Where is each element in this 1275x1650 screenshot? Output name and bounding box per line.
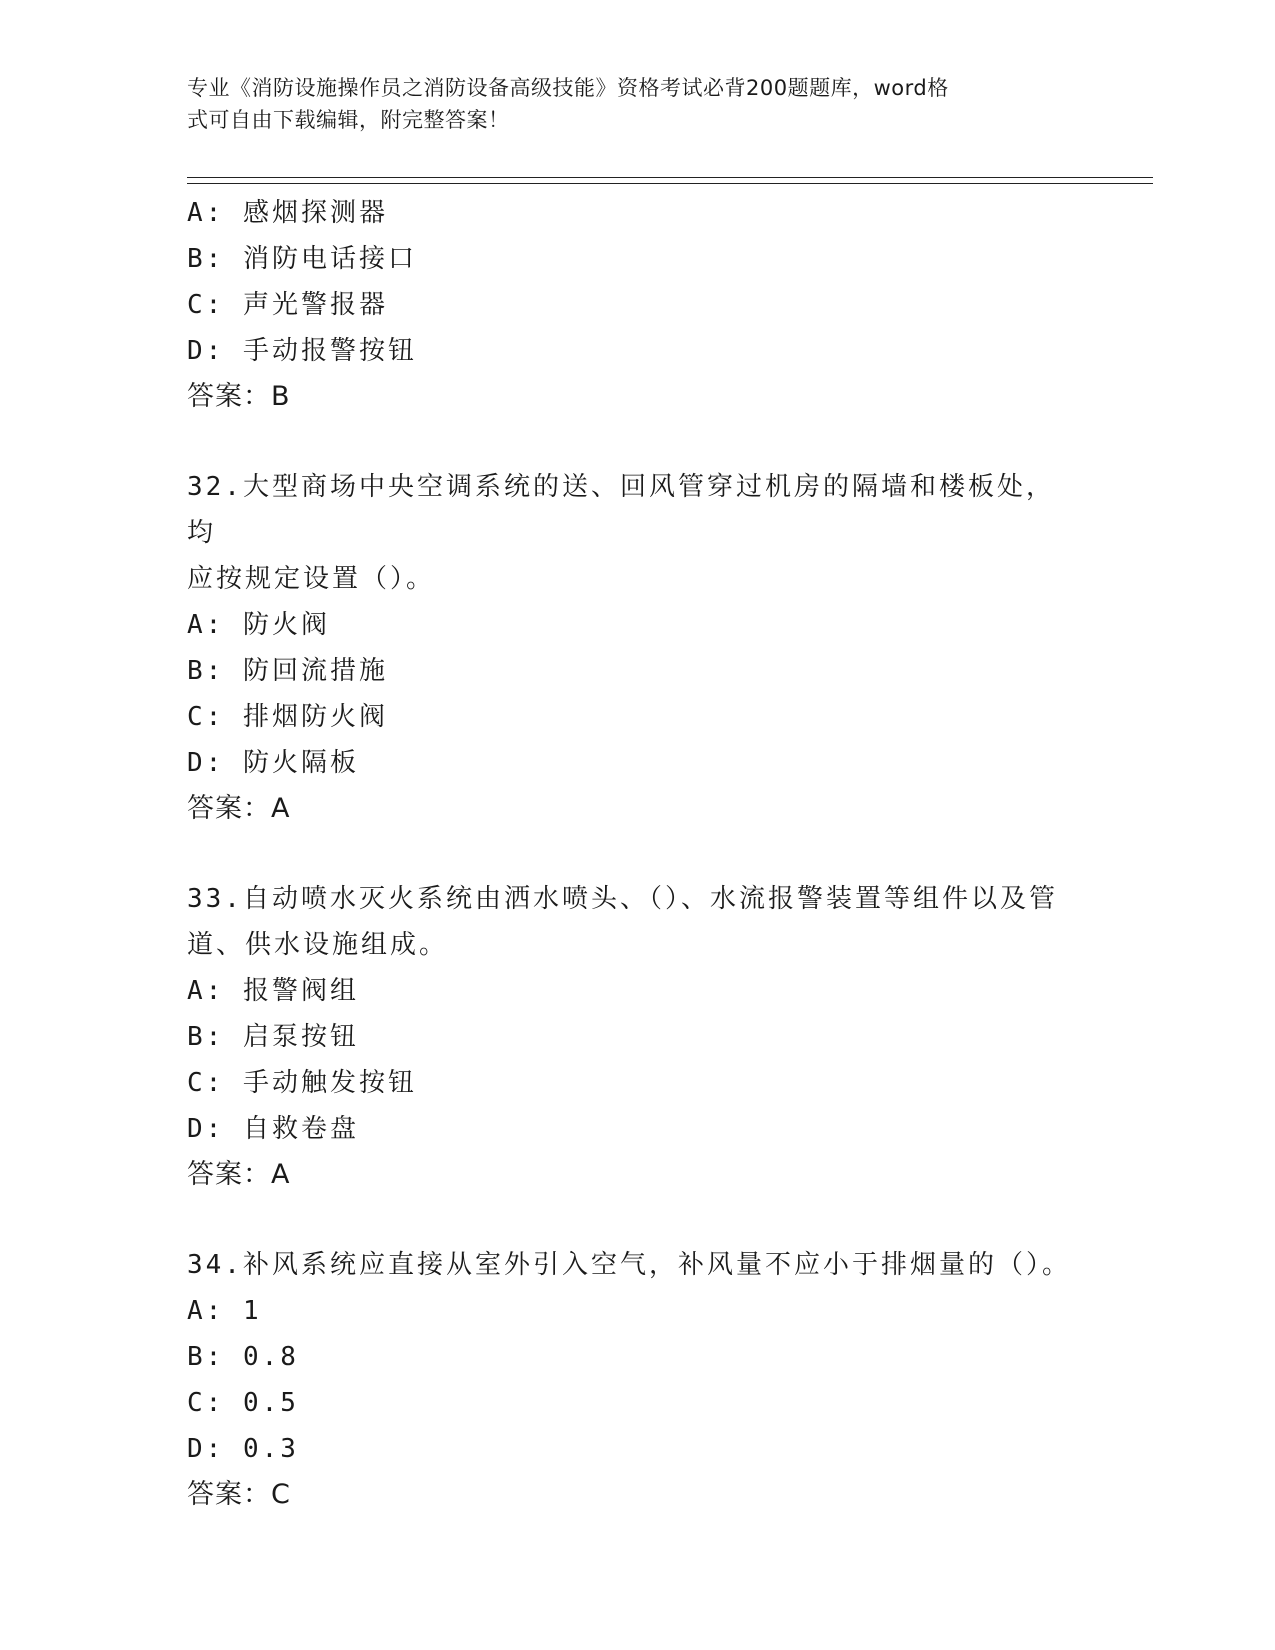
header-intro-line1: 专业《消防设施操作员之消防设备高级技能》资格考试必背200题题库，word格 — [187, 76, 949, 100]
question-text-line1: 33.自动喷水灭火系统由洒水喷头、（）、水流报警装置等组件以及管 — [187, 884, 1058, 914]
option-a: A: 1 — [187, 1296, 262, 1326]
option-c: C: 声光警报器 — [187, 290, 388, 320]
question-list — [187, 190, 1087, 1518]
question-33 — [187, 876, 1087, 1198]
option-b: B: 消防电话接口 — [187, 244, 417, 274]
answer-line: 答案：A — [187, 1159, 291, 1190]
answer-line: 答案：A — [187, 793, 291, 824]
option-b: B: 防回流措施 — [187, 656, 388, 686]
option-d: D: 自救卷盘 — [187, 1114, 359, 1144]
question-text — [187, 464, 1077, 602]
answer-line: 答案：C — [187, 1479, 291, 1510]
question-text-line2: 道、供水设施组成。 — [187, 930, 449, 960]
option-d: D: 防火隔板 — [187, 748, 359, 778]
question-32 — [187, 464, 1087, 832]
question-text-line1: 34.补风系统应直接从室外引入空气，补风量不应小于排烟量的（）。 — [187, 1250, 1071, 1280]
question-31-continued — [187, 190, 1087, 420]
header-divider-top — [187, 177, 1153, 178]
document-header — [187, 72, 1067, 136]
question-34 — [187, 1242, 1087, 1518]
option-c: C: 排烟防火阀 — [187, 702, 388, 732]
question-text-line1: 32.大型商场中央空调系统的送、回风管穿过机房的隔墙和楼板处，均 — [187, 472, 1055, 548]
header-intro-line2: 式可自由下载编辑，附完整答案！ — [187, 108, 510, 132]
option-a: A: 感烟探测器 — [187, 198, 388, 228]
option-a: A: 防火阀 — [187, 610, 330, 640]
option-c: C: 手动触发按钮 — [187, 1068, 417, 1098]
question-text — [187, 1242, 1077, 1288]
option-d: D: 0.3 — [187, 1434, 299, 1464]
question-text — [187, 876, 1077, 968]
answer-line: 答案：B — [187, 381, 291, 412]
question-text-line2: 应按规定设置（）。 — [187, 564, 436, 594]
option-c: C: 0.5 — [187, 1388, 299, 1418]
option-b: B: 0.8 — [187, 1342, 299, 1372]
option-b: B: 启泵按钮 — [187, 1022, 359, 1052]
option-d: D: 手动报警按钮 — [187, 336, 417, 366]
header-divider-bottom — [187, 183, 1153, 184]
option-a: A: 报警阀组 — [187, 976, 359, 1006]
